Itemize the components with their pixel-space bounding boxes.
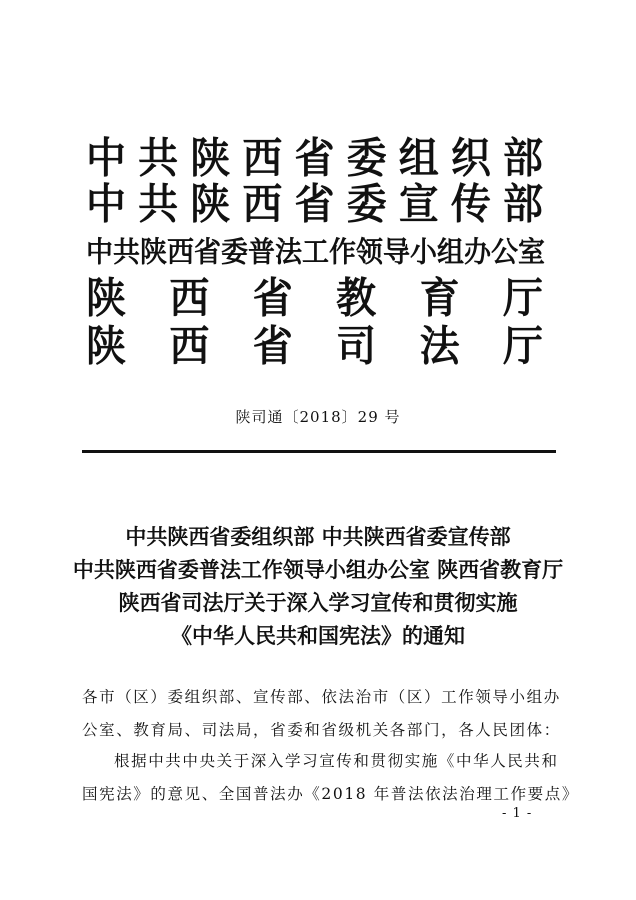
masthead-char: 陕 [86, 321, 126, 372]
masthead-char: 公 [491, 236, 518, 269]
masthead-char: 育 [419, 273, 460, 324]
masthead-char: 作 [329, 236, 356, 269]
page-number: - 1 - [502, 806, 533, 821]
masthead-char: 委 [221, 236, 248, 269]
masthead-char: 司 [336, 321, 377, 372]
masthead-char: 厅 [502, 321, 543, 372]
masthead-char: 厅 [502, 273, 543, 324]
masthead-char: 西 [169, 321, 210, 372]
masthead-char: 教 [336, 273, 377, 324]
masthead-char: 委 [346, 179, 387, 230]
document-number: 陕司通〔2018〕29 号 [235, 408, 401, 426]
masthead-line-5 [86, 321, 543, 374]
masthead-char: 陕 [190, 133, 231, 184]
masthead-char: 陕 [140, 236, 167, 269]
masthead-line-1 [86, 133, 543, 186]
masthead-char: 中 [86, 236, 113, 269]
masthead-char: 委 [346, 133, 387, 184]
masthead-char: 省 [252, 273, 293, 324]
title-line-2: 中共陕西省委普法工作领导小组办公室 陕西省教育厅 [72, 557, 564, 582]
red-header-rule [82, 450, 556, 453]
masthead-char: 西 [169, 273, 210, 324]
paragraph-line-1: 根据中共中央关于深入学习宣传和贯彻实施《中华人民共和 [114, 752, 559, 770]
addressee-line-2: 公室、教育局、司法局，省委和省级机关各部门，各人民团体： [82, 721, 561, 739]
masthead-char: 室 [518, 236, 545, 269]
title-line-1: 中共陕西省委组织部 中共陕西省委宣传部 [125, 524, 511, 549]
addressee-line-1: 各市（区）委组织部、宣传部、依法治市（区）工作领导小组办 [82, 688, 561, 706]
masthead-char: 织 [450, 133, 491, 184]
title-line-3: 陕西省司法厅关于深入学习宣传和贯彻实施 [118, 590, 518, 615]
masthead-char: 组 [437, 236, 464, 269]
masthead-char: 小 [410, 236, 437, 269]
masthead-char: 组 [398, 133, 439, 184]
masthead-char: 省 [194, 236, 221, 269]
masthead-char: 宣 [398, 179, 439, 230]
masthead-char: 导 [383, 236, 410, 269]
masthead-char: 省 [294, 133, 335, 184]
masthead-char: 办 [464, 236, 491, 269]
masthead-char: 部 [503, 133, 543, 184]
masthead-char: 中 [86, 179, 126, 230]
masthead-char: 共 [138, 179, 179, 230]
masthead-char: 工 [302, 236, 329, 269]
paragraph-line-2: 国宪法》的意见、全国普法办《2018 年普法依法治理工作要点》 [82, 785, 579, 803]
masthead-line-3 [86, 227, 543, 280]
masthead-char: 西 [242, 179, 283, 230]
masthead-char: 中 [86, 133, 126, 184]
title-line-4: 《中华人民共和国宪法》的通知 [171, 623, 465, 648]
masthead-char: 共 [113, 236, 140, 269]
masthead-char: 西 [242, 133, 283, 184]
masthead-char: 传 [450, 179, 491, 230]
masthead-char: 法 [275, 236, 302, 269]
masthead-char: 共 [138, 133, 179, 184]
masthead-char: 陕 [190, 179, 231, 230]
masthead-char: 普 [248, 236, 275, 269]
masthead-line-2 [86, 179, 543, 232]
masthead-char: 省 [294, 179, 335, 230]
masthead-char: 西 [167, 236, 194, 269]
masthead-char: 陕 [86, 273, 126, 324]
masthead-char: 省 [252, 321, 293, 372]
masthead-char: 部 [503, 179, 543, 230]
masthead-line-4 [86, 273, 543, 326]
masthead-char: 领 [356, 236, 383, 269]
masthead-char: 法 [419, 321, 460, 372]
